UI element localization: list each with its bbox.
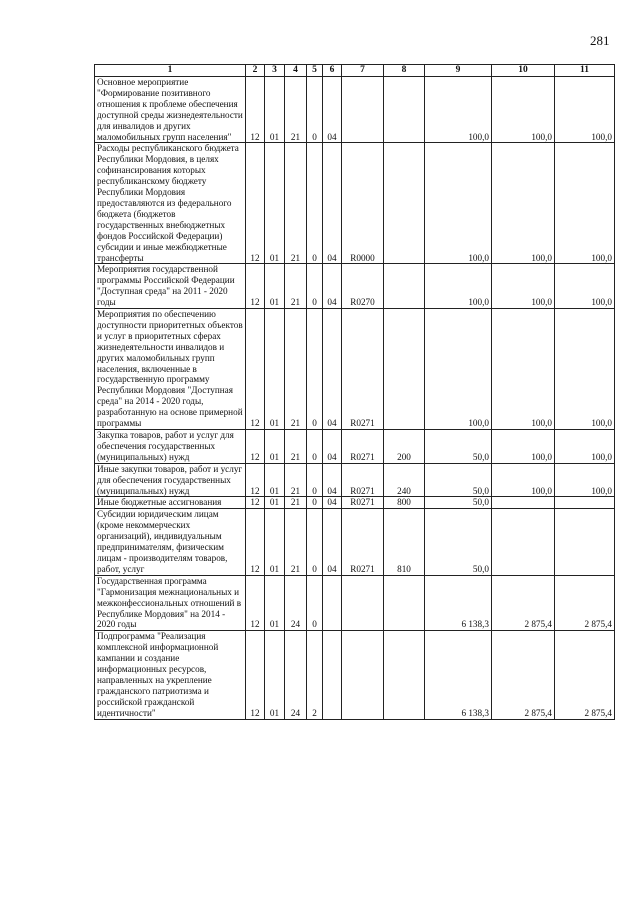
amount-cell: 2 875,4 [555, 631, 615, 719]
page-number: 281 [590, 33, 610, 48]
code-om-cell: 04 [323, 264, 342, 309]
code-vr-cell [384, 575, 425, 631]
amount-cell: 100,0 [492, 143, 555, 264]
code-rz-cell: 01 [265, 143, 285, 264]
amount-cell [555, 497, 615, 509]
code-gr-cell: 12 [246, 463, 265, 497]
code-pp-cell: 0 [307, 497, 323, 509]
code-rz-cell: 01 [265, 497, 285, 509]
code-vr-cell: 240 [384, 463, 425, 497]
code-direction-cell: R0271 [342, 509, 384, 575]
code-om-cell: 04 [323, 143, 342, 264]
code-gr-cell: 12 [246, 509, 265, 575]
code-direction-cell: R0271 [342, 430, 384, 464]
code-pr-cell: 21 [285, 497, 307, 509]
table-row [95, 143, 615, 264]
code-om-cell: 04 [323, 509, 342, 575]
table-row [95, 497, 615, 509]
amount-cell: 50,0 [425, 430, 492, 464]
header-cell: 9 [425, 65, 492, 77]
code-pp-cell: 0 [307, 509, 323, 575]
code-rz-cell: 01 [265, 77, 285, 143]
code-pr-cell: 21 [285, 430, 307, 464]
amount-cell: 100,0 [492, 430, 555, 464]
header-cell: 4 [285, 65, 307, 77]
row-name-cell [95, 631, 246, 719]
table-row [95, 77, 615, 143]
code-pr-cell: 21 [285, 509, 307, 575]
amount-cell: 100,0 [555, 77, 615, 143]
code-pp-cell: 2 [307, 631, 323, 719]
amount-cell: 100,0 [425, 143, 492, 264]
budget-table [94, 64, 615, 720]
row-name-cell [95, 497, 246, 509]
code-om-cell: 04 [323, 309, 342, 430]
code-rz-cell: 01 [265, 309, 285, 430]
code-rz-cell: 01 [265, 264, 285, 309]
amount-cell: 50,0 [425, 463, 492, 497]
header-cell: 11 [555, 65, 615, 77]
code-vr-cell: 200 [384, 430, 425, 464]
code-pr-cell: 24 [285, 575, 307, 631]
code-gr-cell: 12 [246, 264, 265, 309]
code-gr-cell: 12 [246, 143, 265, 264]
code-pp-cell: 0 [307, 264, 323, 309]
table-row [95, 631, 615, 719]
code-om-cell [323, 631, 342, 719]
amount-cell: 100,0 [425, 309, 492, 430]
code-vr-cell [384, 309, 425, 430]
table-row [95, 430, 615, 464]
header-cell: 10 [492, 65, 555, 77]
row-name-cell [95, 463, 246, 497]
header-cell: 8 [384, 65, 425, 77]
row-name-cell [95, 77, 246, 143]
table-row [95, 264, 615, 309]
code-pr-cell: 21 [285, 143, 307, 264]
row-name-cell [95, 509, 246, 575]
row-name-cell [95, 309, 246, 430]
amount-cell: 2 875,4 [492, 631, 555, 719]
header-cell: 5 [307, 65, 323, 77]
code-pp-cell: 0 [307, 77, 323, 143]
code-vr-cell: 810 [384, 509, 425, 575]
code-gr-cell: 12 [246, 631, 265, 719]
amount-cell: 100,0 [425, 264, 492, 309]
header-cell: 1 [95, 65, 246, 77]
row-name-text: Иные бюджетные ассигнования [97, 497, 222, 508]
amount-cell: 100,0 [492, 264, 555, 309]
row-name-text: Закупка товаров, работ и услуг для обеспечения государственных (муниципальных) нужд [97, 430, 234, 462]
amount-cell: 100,0 [555, 264, 615, 309]
amount-cell: 100,0 [425, 77, 492, 143]
code-rz-cell: 01 [265, 631, 285, 719]
amount-cell: 100,0 [492, 463, 555, 497]
amount-cell: 100,0 [492, 77, 555, 143]
code-vr-cell [384, 77, 425, 143]
row-name-cell [95, 430, 246, 464]
row-name-text: Подпрограмма "Реализация комплексной информационной кампании и создание информационных ресурсов, направленных на укрепление гражданского патриотизма и российской гражданской идентичности" [97, 631, 219, 718]
header-cell: 7 [342, 65, 384, 77]
table-header-row [95, 65, 615, 77]
code-gr-cell: 12 [246, 309, 265, 430]
code-gr-cell: 12 [246, 430, 265, 464]
code-pp-cell: 0 [307, 430, 323, 464]
code-pp-cell: 0 [307, 463, 323, 497]
code-gr-cell: 12 [246, 575, 265, 631]
code-pr-cell: 21 [285, 463, 307, 497]
row-name-text: Расходы республиканского бюджета Республики Мордовия, в целях софинансирования которых республиканскому бюджету Республики Мордовия предоставляются из федерального бюджета (бюджетов государственных внебюджетных фондов Российской Федерации) субсидии и иные межбюджетные трансферты [97, 143, 239, 263]
code-direction-cell: R0271 [342, 463, 384, 497]
code-direction-cell: R0271 [342, 497, 384, 509]
code-direction-cell [342, 575, 384, 631]
code-direction-cell: R0270 [342, 264, 384, 309]
code-om-cell: 04 [323, 77, 342, 143]
row-name-text: Иные закупки товаров, работ и услуг для обеспечения государственных (муниципальных) нужд [97, 463, 243, 496]
amount-cell: 2 875,4 [492, 575, 555, 631]
amount-cell: 100,0 [555, 143, 615, 264]
code-pr-cell: 21 [285, 264, 307, 309]
code-pp-cell: 0 [307, 309, 323, 430]
code-pr-cell: 24 [285, 631, 307, 719]
amount-cell [492, 497, 555, 509]
header-cell: 3 [265, 65, 285, 77]
code-gr-cell: 12 [246, 497, 265, 509]
row-name-cell [95, 143, 246, 264]
table-row [95, 575, 615, 631]
code-pr-cell: 21 [285, 77, 307, 143]
code-rz-cell: 01 [265, 575, 285, 631]
row-name-cell [95, 264, 246, 309]
table-row [95, 309, 615, 430]
code-om-cell [323, 575, 342, 631]
code-rz-cell: 01 [265, 509, 285, 575]
code-vr-cell [384, 264, 425, 309]
header-cell: 2 [246, 65, 265, 77]
header-cell: 6 [323, 65, 342, 77]
row-name-text: Мероприятия по обеспечению доступности приоритетных объектов и услуг в приоритетных сферах жизнедеятельности инвалидов и других маломобильных групп населения, включенные в государственную программу Республики Мордовия "Доступная среда" на 2014 - 2020 годы, разработанную на основе примерной программы [97, 309, 243, 429]
row-name-text: Основное мероприятие "Формирование позитивного отношения к проблеме обеспечения доступной среды жизнедеятельности для инвалидов и других маломобильных групп населения" [97, 77, 243, 142]
code-om-cell: 04 [323, 430, 342, 464]
amount-cell [555, 509, 615, 575]
code-pr-cell: 21 [285, 309, 307, 430]
amount-cell: 6 138,3 [425, 631, 492, 719]
code-direction-cell [342, 77, 384, 143]
table-row [95, 509, 615, 575]
row-name-cell [95, 575, 246, 631]
amount-cell: 100,0 [555, 463, 615, 497]
amount-cell: 2 875,4 [555, 575, 615, 631]
amount-cell: 100,0 [492, 309, 555, 430]
code-vr-cell: 800 [384, 497, 425, 509]
table-row [95, 463, 615, 497]
amount-cell: 50,0 [425, 497, 492, 509]
row-name-text: Государственная программа "Гармонизация межнациональных и межконфессиональных отношений в Республике Мордовия" на 2014 - 2020 годы [97, 575, 242, 630]
amount-cell: 100,0 [555, 309, 615, 430]
row-name-text: Субсидии юридическим лицам (кроме некоммерческих организаций), индивидуальным предпринимателям, физическим лицам - производителям товаров, работ, услуг [97, 509, 228, 574]
code-om-cell: 04 [323, 463, 342, 497]
code-om-cell: 04 [323, 497, 342, 509]
amount-cell: 50,0 [425, 509, 492, 575]
amount-cell: 6 138,3 [425, 575, 492, 631]
amount-cell [492, 509, 555, 575]
code-rz-cell: 01 [265, 463, 285, 497]
code-vr-cell [384, 631, 425, 719]
code-direction-cell: R0271 [342, 309, 384, 430]
code-direction-cell [342, 631, 384, 719]
code-rz-cell: 01 [265, 430, 285, 464]
code-gr-cell: 12 [246, 77, 265, 143]
row-name-text: Мероприятия государственной программы Российской Федерации "Доступная среда" на 2011 - 2020 годы [97, 264, 235, 308]
code-pp-cell: 0 [307, 575, 323, 631]
code-pp-cell: 0 [307, 143, 323, 264]
code-vr-cell [384, 143, 425, 264]
amount-cell: 100,0 [555, 430, 615, 464]
code-direction-cell: R0000 [342, 143, 384, 264]
